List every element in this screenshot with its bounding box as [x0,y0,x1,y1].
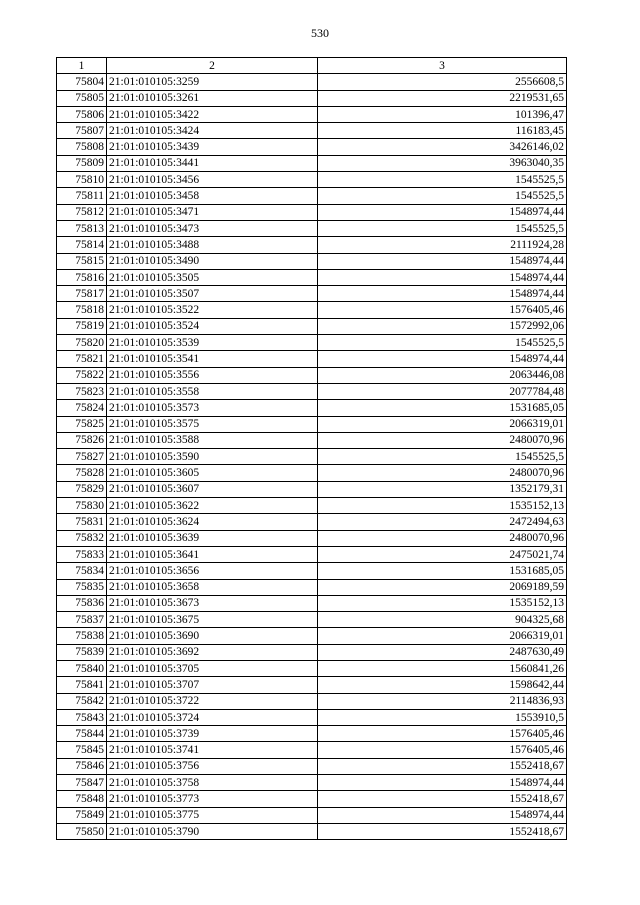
table-row [57,172,567,188]
row-number: 75828 [57,465,107,481]
row-number: 75834 [57,563,107,579]
row-number: 75811 [57,188,107,204]
table-row [57,74,567,90]
table-row [57,302,567,318]
row-number: 75847 [57,775,107,791]
cadastral-number: 21:01:010105:3641 [107,546,318,562]
row-number: 75841 [57,677,107,693]
cadastral-value: 1552418,67 [318,823,567,839]
table-row [57,400,567,416]
table-row [57,742,567,758]
cadastral-value: 2219531,65 [318,90,567,106]
cadastral-value: 904325,68 [318,612,567,628]
cadastral-value: 1552418,67 [318,791,567,807]
cadastral-value: 1598642,44 [318,677,567,693]
row-number: 75831 [57,514,107,530]
row-number: 75822 [57,367,107,383]
table-row [57,612,567,628]
cadastral-number: 21:01:010105:3605 [107,465,318,481]
column-header-3: 3 [318,58,567,74]
cadastral-value: 1531685,05 [318,563,567,579]
cadastral-number: 21:01:010105:3522 [107,302,318,318]
cadastral-value: 1548974,44 [318,253,567,269]
table-row [57,791,567,807]
cadastral-value: 116183,45 [318,123,567,139]
table-row [57,758,567,774]
cadastral-value: 1553910,5 [318,709,567,725]
table-header-row [57,58,567,74]
row-number: 75819 [57,318,107,334]
cadastral-number: 21:01:010105:3505 [107,269,318,285]
cadastral-value: 3426146,02 [318,139,567,155]
cadastral-number: 21:01:010105:3458 [107,188,318,204]
cadastral-number: 21:01:010105:3541 [107,351,318,367]
cadastral-value: 2480070,96 [318,530,567,546]
table-body [57,74,567,840]
row-number: 75815 [57,253,107,269]
table-row [57,123,567,139]
cadastral-number: 21:01:010105:3471 [107,204,318,220]
table-row [57,823,567,839]
table-row [57,807,567,823]
cadastral-number: 21:01:010105:3705 [107,660,318,676]
table-row [57,775,567,791]
row-number: 75824 [57,400,107,416]
table-row [57,498,567,514]
cadastral-number: 21:01:010105:3758 [107,775,318,791]
cadastral-number: 21:01:010105:3473 [107,220,318,236]
cadastral-number: 21:01:010105:3673 [107,595,318,611]
cadastral-value: 2066319,01 [318,628,567,644]
cadastral-value: 2480070,96 [318,465,567,481]
cadastral-number: 21:01:010105:3675 [107,612,318,628]
table-row [57,335,567,351]
cadastral-number: 21:01:010105:3607 [107,481,318,497]
table-row [57,726,567,742]
cadastral-value: 1531685,05 [318,400,567,416]
cadastral-number: 21:01:010105:3741 [107,742,318,758]
cadastral-value: 2487630,49 [318,644,567,660]
cadastral-value: 2069189,59 [318,579,567,595]
table-row [57,660,567,676]
cadastral-number: 21:01:010105:3539 [107,335,318,351]
table-row [57,90,567,106]
cadastral-number: 21:01:010105:3790 [107,823,318,839]
table-row [57,416,567,432]
cadastral-number: 21:01:010105:3722 [107,693,318,709]
row-number: 75835 [57,579,107,595]
cadastral-value-table [56,57,567,840]
table-row [57,481,567,497]
cadastral-number: 21:01:010105:3441 [107,155,318,171]
table-row [57,106,567,122]
cadastral-value: 1548974,44 [318,775,567,791]
table-row [57,709,567,725]
page-number: 530 [311,26,329,40]
cadastral-number: 21:01:010105:3524 [107,318,318,334]
table-row [57,253,567,269]
row-number: 75848 [57,791,107,807]
row-number: 75839 [57,644,107,660]
row-number: 75836 [57,595,107,611]
cadastral-value: 2063446,08 [318,367,567,383]
table-row [57,155,567,171]
row-number: 75810 [57,172,107,188]
cadastral-number: 21:01:010105:3756 [107,758,318,774]
row-number: 75827 [57,449,107,465]
cadastral-number: 21:01:010105:3739 [107,726,318,742]
cadastral-number: 21:01:010105:3590 [107,449,318,465]
row-number: 75807 [57,123,107,139]
row-number: 75833 [57,546,107,562]
cadastral-value: 1576405,46 [318,742,567,758]
cadastral-value: 2077784,48 [318,383,567,399]
cadastral-value: 1545525,5 [318,220,567,236]
cadastral-number: 21:01:010105:3624 [107,514,318,530]
table-row [57,628,567,644]
row-number: 75817 [57,286,107,302]
cadastral-value: 1572992,06 [318,318,567,334]
cadastral-value: 1535152,13 [318,498,567,514]
cadastral-number: 21:01:010105:3658 [107,579,318,595]
cadastral-number: 21:01:010105:3707 [107,677,318,693]
table-row [57,579,567,595]
cadastral-value: 1548974,44 [318,286,567,302]
cadastral-value: 1576405,46 [318,302,567,318]
row-number: 75804 [57,74,107,90]
cadastral-value: 2475021,74 [318,546,567,562]
cadastral-value: 2480070,96 [318,432,567,448]
table-row [57,644,567,660]
cadastral-value: 1548974,44 [318,351,567,367]
cadastral-value: 1576405,46 [318,726,567,742]
cadastral-number: 21:01:010105:3724 [107,709,318,725]
cadastral-value: 1552418,67 [318,758,567,774]
table-row [57,139,567,155]
table-row [57,318,567,334]
row-number: 75838 [57,628,107,644]
cadastral-value: 1560841,26 [318,660,567,676]
column-header-2: 2 [107,58,318,74]
table-row [57,432,567,448]
table-row [57,188,567,204]
table-row [57,530,567,546]
table-row [57,465,567,481]
cadastral-number: 21:01:010105:3439 [107,139,318,155]
table-row [57,546,567,562]
cadastral-number: 21:01:010105:3556 [107,367,318,383]
cadastral-value: 1352179,31 [318,481,567,497]
row-number: 75826 [57,432,107,448]
table-row [57,449,567,465]
cadastral-number: 21:01:010105:3639 [107,530,318,546]
row-number: 75845 [57,742,107,758]
row-number: 75843 [57,709,107,725]
cadastral-number: 21:01:010105:3692 [107,644,318,660]
cadastral-value: 1548974,44 [318,204,567,220]
cadastral-number: 21:01:010105:3259 [107,74,318,90]
table-row [57,514,567,530]
row-number: 75813 [57,220,107,236]
cadastral-value: 1545525,5 [318,335,567,351]
cadastral-number: 21:01:010105:3558 [107,383,318,399]
row-number: 75818 [57,302,107,318]
cadastral-value: 2066319,01 [318,416,567,432]
cadastral-number: 21:01:010105:3488 [107,237,318,253]
cadastral-number: 21:01:010105:3775 [107,807,318,823]
row-number: 75820 [57,335,107,351]
cadastral-value: 1548974,44 [318,807,567,823]
cadastral-value: 1545525,5 [318,172,567,188]
cadastral-number: 21:01:010105:3656 [107,563,318,579]
row-number: 75837 [57,612,107,628]
cadastral-number: 21:01:010105:3261 [107,90,318,106]
row-number: 75814 [57,237,107,253]
table-row [57,286,567,302]
row-number: 75829 [57,481,107,497]
row-number: 75821 [57,351,107,367]
row-number: 75808 [57,139,107,155]
cadastral-value: 2556608,5 [318,74,567,90]
table-row [57,220,567,236]
cadastral-value: 1548974,44 [318,269,567,285]
cadastral-number: 21:01:010105:3773 [107,791,318,807]
row-number: 75840 [57,660,107,676]
column-header-1: 1 [57,58,107,74]
table-row [57,563,567,579]
cadastral-number: 21:01:010105:3622 [107,498,318,514]
table-row [57,367,567,383]
row-number: 75830 [57,498,107,514]
row-number: 75846 [57,758,107,774]
cadastral-value: 2114836,93 [318,693,567,709]
row-number: 75805 [57,90,107,106]
cadastral-value: 1535152,13 [318,595,567,611]
row-number: 75825 [57,416,107,432]
cadastral-number: 21:01:010105:3588 [107,432,318,448]
cadastral-number: 21:01:010105:3575 [107,416,318,432]
cadastral-number: 21:01:010105:3422 [107,106,318,122]
cadastral-number: 21:01:010105:3690 [107,628,318,644]
cadastral-value: 101396,47 [318,106,567,122]
cadastral-number: 21:01:010105:3507 [107,286,318,302]
table-row [57,351,567,367]
row-number: 75849 [57,807,107,823]
row-number: 75823 [57,383,107,399]
cadastral-value: 1545525,5 [318,188,567,204]
cadastral-number: 21:01:010105:3573 [107,400,318,416]
row-number: 75832 [57,530,107,546]
row-number: 75844 [57,726,107,742]
table-row [57,693,567,709]
row-number: 75812 [57,204,107,220]
table-row [57,595,567,611]
cadastral-value: 2472494,63 [318,514,567,530]
table-row [57,204,567,220]
cadastral-value: 3963040,35 [318,155,567,171]
table-row [57,677,567,693]
table-row [57,383,567,399]
cadastral-number: 21:01:010105:3490 [107,253,318,269]
cadastral-value: 1545525,5 [318,449,567,465]
row-number: 75806 [57,106,107,122]
cadastral-number: 21:01:010105:3456 [107,172,318,188]
row-number: 75850 [57,823,107,839]
cadastral-value: 2111924,28 [318,237,567,253]
row-number: 75809 [57,155,107,171]
table-row [57,237,567,253]
cadastral-number: 21:01:010105:3424 [107,123,318,139]
row-number: 75816 [57,269,107,285]
row-number: 75842 [57,693,107,709]
table-row [57,269,567,285]
